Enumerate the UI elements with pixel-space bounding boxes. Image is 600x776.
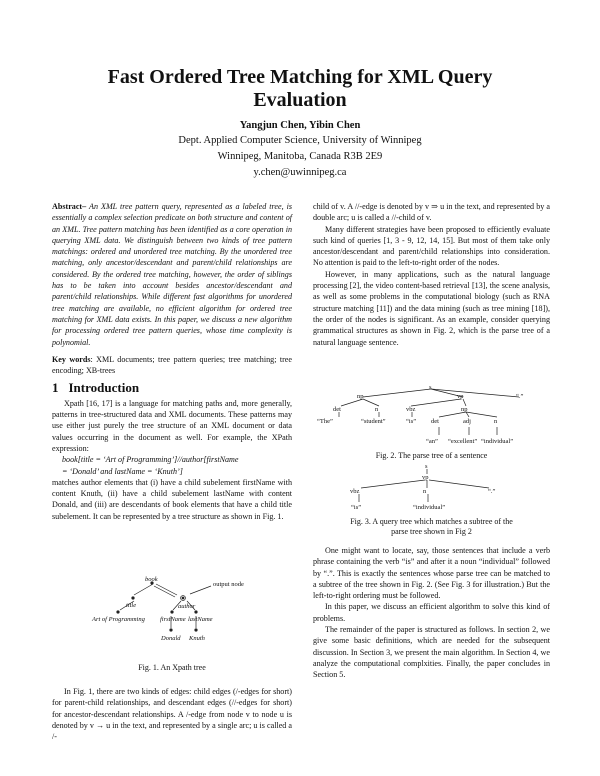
keywords <box>52 354 292 377</box>
fig2-label-n1: n <box>375 406 379 413</box>
fig1-label-donald: Donald <box>161 635 181 642</box>
figure-3-query-tree <box>313 460 550 516</box>
authors: Yangjun Chen, Yibin Chen <box>239 120 361 131</box>
fig1-node-art <box>116 610 119 613</box>
fig2-label-np: np <box>357 393 364 400</box>
fig3-label-individual: “individual” <box>413 504 446 511</box>
address: Winnipeg, Manitoba, Canada R3B 2E9 <box>217 151 383 162</box>
right-paragraph-6: The remainder of the paper is structured as follows. In section 2, we give some basic definitions, which are needed for the subsequent discussion. In Section 3, we present the main algorithm. In Section 4, we analyze the computational complxities. Finally, the paper concludes in Section 5. <box>313 625 550 680</box>
fig2-edge-vp-vbz <box>411 399 461 406</box>
fig3-edge-vp-dot <box>429 480 489 488</box>
figure-3-caption-line-1: Fig. 3. A query tree which matches a subtree of the <box>350 517 513 526</box>
fig1-node-donald <box>169 628 172 631</box>
xpath-line-2: = ‘Donald’ and lastName = ‘Knuth’] <box>62 466 183 476</box>
abstract-label: Abstract– <box>52 202 87 211</box>
right-paragraph-1: child of v. A //-edge is denoted by v ⇒ u in the text, and represented by a double arc; u is called a //-child of v. <box>313 202 550 223</box>
left-column-bottom <box>52 686 292 742</box>
fig1-edge-book-author-a <box>156 584 177 595</box>
fig2-label-adj: adj <box>463 418 471 425</box>
fig1-label-author: author <box>178 603 196 610</box>
right-paragraph-2: Many different strategies have been proposed to efficiently evaluate such kind of queries [1, 3 - 9, 12, 14, 15]. But most of them take only ancestor/descendant and parent/child relationships into consideration. No attention is paid to the left-to-right order of the nodes. <box>313 224 550 268</box>
fig2-label-n2: n <box>494 418 498 425</box>
fig2-edge-s-np <box>363 389 431 397</box>
fig2-label-individual: “individual” <box>481 438 514 445</box>
affiliation: Dept. Applied Computer Science, University of Winnipeg <box>178 135 422 146</box>
fig1-label-lastname: lastName <box>188 616 213 623</box>
fig3-label-s: s <box>425 463 428 470</box>
left-column-top <box>52 201 292 522</box>
fig1-label-knuth: Knuth <box>189 635 205 642</box>
fig2-edge-np-n <box>466 412 497 417</box>
right-paragraph-3: However, in many applications, such as the natural language processing [2], the video content-based retrieval [13], the scene analysis, as well as some problems in the computational biology (such as RNA structure matching [11]) and the data mining (such as tree mining [18]), the order of the nodes is significant. As an example, consider querying grammatical structures as shown in Fig. 2, which is the parse tree of a natural language sentence. <box>313 269 550 347</box>
fig2-label-s: s <box>429 385 432 391</box>
fig1-node-firstname <box>170 610 173 613</box>
intro-paragraph-3: In Fig. 1, there are two kinds of edges: child edges (/-edges for short) for parent-child relationships, and descendant edges (//-edges for short) for ancestor-descendant relationships. A /-edge from node v to node u is denoted by v → u in the text, and represented by a single arc; u is called a /- <box>52 687 292 742</box>
fig3-label-vp: vp <box>422 474 429 481</box>
fig2-edge-np-det <box>341 399 363 406</box>
section-heading <box>52 380 292 396</box>
section-title: Introduction <box>68 380 140 396</box>
fig2-label-vp: vp <box>457 393 464 400</box>
xpath-line-1: book[title = ‘Art of Programming’]//author[firstName <box>62 455 239 465</box>
fig2-label-student: “student” <box>361 418 386 425</box>
fig2-label-np2: np <box>461 406 468 413</box>
right-paragraph-5: In this paper, we discuss an efficient algorithm to solve this kind of problems. <box>313 602 550 623</box>
abstract-text: An XML tree pattern query, represented as a labeled tree, is essentially a complex selection predicate on both structure and content of an XML. Tree pattern matching has been identified as a core operation in querying XML data. We distinguish between two kinds of tree pattern matchings: ordered and unordered tree matching. By the unordered tree matching, only ancestor/descendant and parent/child relationships are considered. By the ordered tree matching, however, the order of siblings has to be taken into account besides ancestor/descendant and parent/child relationships. While different fast algorithms for unordered tree matching are available, no efficient algorithm for ordered tree matching for XML data exists. In this paper, we discuss a new algorithm for processing ordered tree pattern queries, whose time complexity is polynomial. <box>52 202 292 347</box>
intro-paragraph-1: Xpath [16, 17] is a language for matching paths and, more generally, patterns in tree-structured data and XML documents. These patterns may use either just purely the tree structure of an XML document or data values occurring in the document as well. For example, the XPath expression: <box>52 398 292 453</box>
right-paragraph-4: One might want to locate, say, those sentences that include a verb phrase containing the verb “is” and after it a noun “individual” followed by “.”. This is exactly the sentences whose parse tree can be matched to a subtree of the tree shown in Fig. 2. (See Fig. 3 for illustration.) But the left-to-right ordering must be followed. <box>313 546 550 601</box>
figure-2-parse-tree <box>313 385 550 449</box>
fig1-node-title <box>131 596 134 599</box>
fig1-label-output-node: output node <box>213 581 244 588</box>
fig3-label-dot: “.” <box>488 488 496 495</box>
figure-3-caption-line-2: parse tree shown in Fig 2 <box>391 527 472 536</box>
fig3-edge-vp-vbz <box>361 480 425 488</box>
fig1-edge-book-author-b <box>154 586 175 597</box>
fig1-label-firstname: firstName <box>160 616 186 623</box>
keywords-text: : XML documents; tree pattern queries; tree matching; tree encoding; XB-trees <box>52 354 292 376</box>
paper-title-line1: Fast Ordered Tree Matching for XML Query <box>107 66 493 88</box>
fig3-label-is: “is” <box>351 504 362 511</box>
fig1-output-node-pointer <box>190 586 211 594</box>
right-column-top <box>313 201 550 348</box>
figure-2-caption: Fig. 2. The parse tree of a sentence <box>375 451 488 460</box>
fig3-label-n: n <box>423 488 427 495</box>
fig2-label-det2: det <box>431 418 439 425</box>
fig1-edge-book-title <box>134 584 153 595</box>
fig2-label-is: “is” <box>406 418 417 425</box>
fig2-label-excellent: “excellent” <box>448 438 478 445</box>
section-number: 1 <box>52 380 59 396</box>
email: y.chen@uwinnipeg.ca <box>253 167 347 178</box>
fig1-label-art: Art of Programming <box>92 616 145 623</box>
fig2-edge-np-n <box>363 399 379 406</box>
fig2-label-the: “The” <box>317 418 333 425</box>
fig1-label-title: title <box>126 602 137 609</box>
intro-paragraph-2: matches author elements that (i) have a child subelement firstName with content Knuth, (ii) have a child subelement lastName with content Donald, and (iii) are descendants of book elements that have a child title subelement. It can be represented by a tree structure as shown in Fig. 1. <box>52 477 292 521</box>
fig1-label-book: book <box>145 576 158 583</box>
fig2-label-det: det <box>333 406 341 413</box>
right-column-bottom <box>313 545 550 681</box>
figure-1-xpath-tree <box>90 574 290 664</box>
keywords-label: Key words <box>52 354 91 364</box>
fig2-label-an: “an” <box>426 438 438 445</box>
fig1-node-lastname <box>194 610 197 613</box>
paper-title-line2: Evaluation <box>253 89 347 111</box>
fig1-node-knuth <box>194 628 197 631</box>
fig1-node-author <box>182 597 185 600</box>
fig2-edge-s-dot <box>431 389 519 397</box>
fig2-label-vbz: vbz <box>406 406 416 413</box>
fig2-edge-vp-np <box>463 399 466 406</box>
figure-1-caption: Fig. 1. An Xpath tree <box>138 663 206 672</box>
fig3-label-vbz: vbz <box>350 488 360 495</box>
abstract <box>52 201 292 348</box>
fig2-label-dot: “.” <box>516 393 524 400</box>
